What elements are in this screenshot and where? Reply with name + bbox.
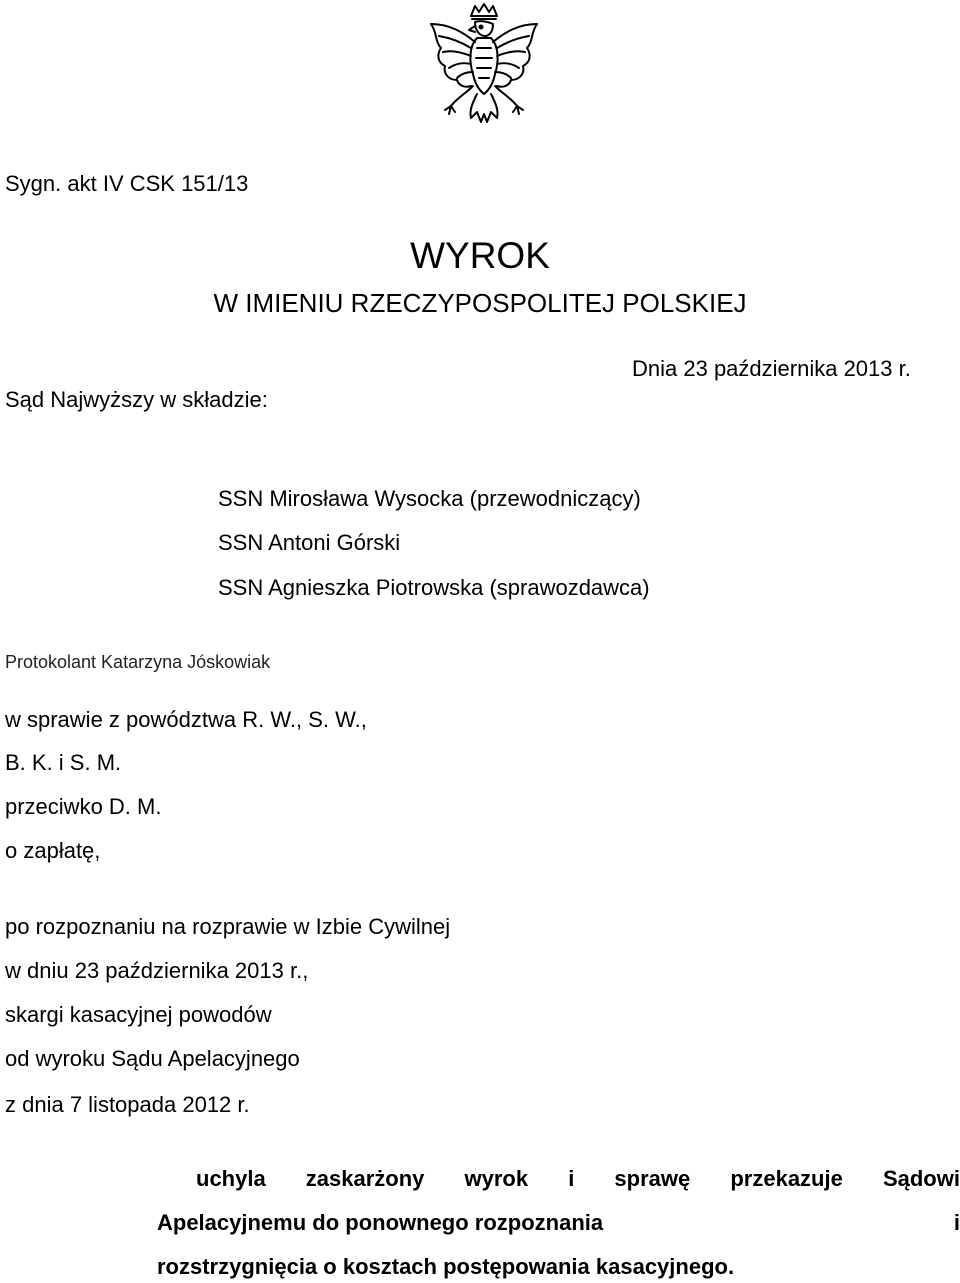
case-number: Sygn. akt IV CSK 151/13 bbox=[5, 171, 249, 196]
case-line-defendant: przeciwko D. M. bbox=[5, 794, 162, 819]
case-line-hearing: po rozpoznaniu na rozprawie w Izbie Cywilnej bbox=[5, 914, 451, 939]
judgment-date: Dnia 23 października 2013 r. bbox=[632, 356, 911, 381]
case-line-cassation: skargi kasacyjnej powodów bbox=[5, 1002, 272, 1027]
case-line-plaintiffs: w sprawie z powództwa R. W., S. W., bbox=[5, 707, 367, 732]
judgment-subtitle: W IMIENIU RZECZYPOSPOLITEJ POLSKIEJ bbox=[213, 288, 747, 318]
polish-eagle-emblem-icon bbox=[415, 2, 553, 134]
ruling-text: i bbox=[953, 1210, 960, 1235]
case-line-hearing-date: w dniu 23 października 2013 r., bbox=[5, 958, 309, 983]
judge-rapporteur: SSN Agnieszka Piotrowska (sprawozdawca) bbox=[218, 575, 650, 600]
ruling-word: sprawę bbox=[614, 1166, 691, 1191]
case-line-appeal-court: od wyroku Sądu Apelacyjnego bbox=[5, 1046, 300, 1071]
ruling-line-3: rozstrzygnięcia o kosztach postępowania kasacyjnego. bbox=[157, 1254, 735, 1279]
court-composition-label: Sąd Najwyższy w składzie: bbox=[5, 387, 268, 412]
ruling-word: zaskarżony bbox=[305, 1166, 425, 1191]
ruling-word: uchyla bbox=[196, 1166, 266, 1191]
ruling-word: i bbox=[568, 1166, 575, 1191]
court-recorder: Protokolant Katarzyna Jóskowiak bbox=[5, 652, 271, 672]
ruling-line-1 bbox=[196, 1166, 960, 1192]
judgment-title: WYROK bbox=[410, 235, 550, 276]
judge-member: SSN Antoni Górski bbox=[218, 530, 401, 555]
case-line-plaintiffs-cont: B. K. i S. M. bbox=[5, 750, 122, 775]
judge-presiding: SSN Mirosława Wysocka (przewodniczący) bbox=[218, 486, 641, 511]
ruling-text: Apelacyjnemu do ponownego rozpoznania bbox=[157, 1210, 604, 1235]
ruling-word: Sądowi bbox=[882, 1166, 960, 1191]
ruling-line-2 bbox=[157, 1210, 960, 1236]
ruling-word: przekazuje bbox=[730, 1166, 843, 1191]
ruling-word: wyrok bbox=[464, 1166, 529, 1191]
case-line-appeal-date: z dnia 7 listopada 2012 r. bbox=[5, 1092, 250, 1117]
case-line-subject: o zapłatę, bbox=[5, 838, 101, 863]
